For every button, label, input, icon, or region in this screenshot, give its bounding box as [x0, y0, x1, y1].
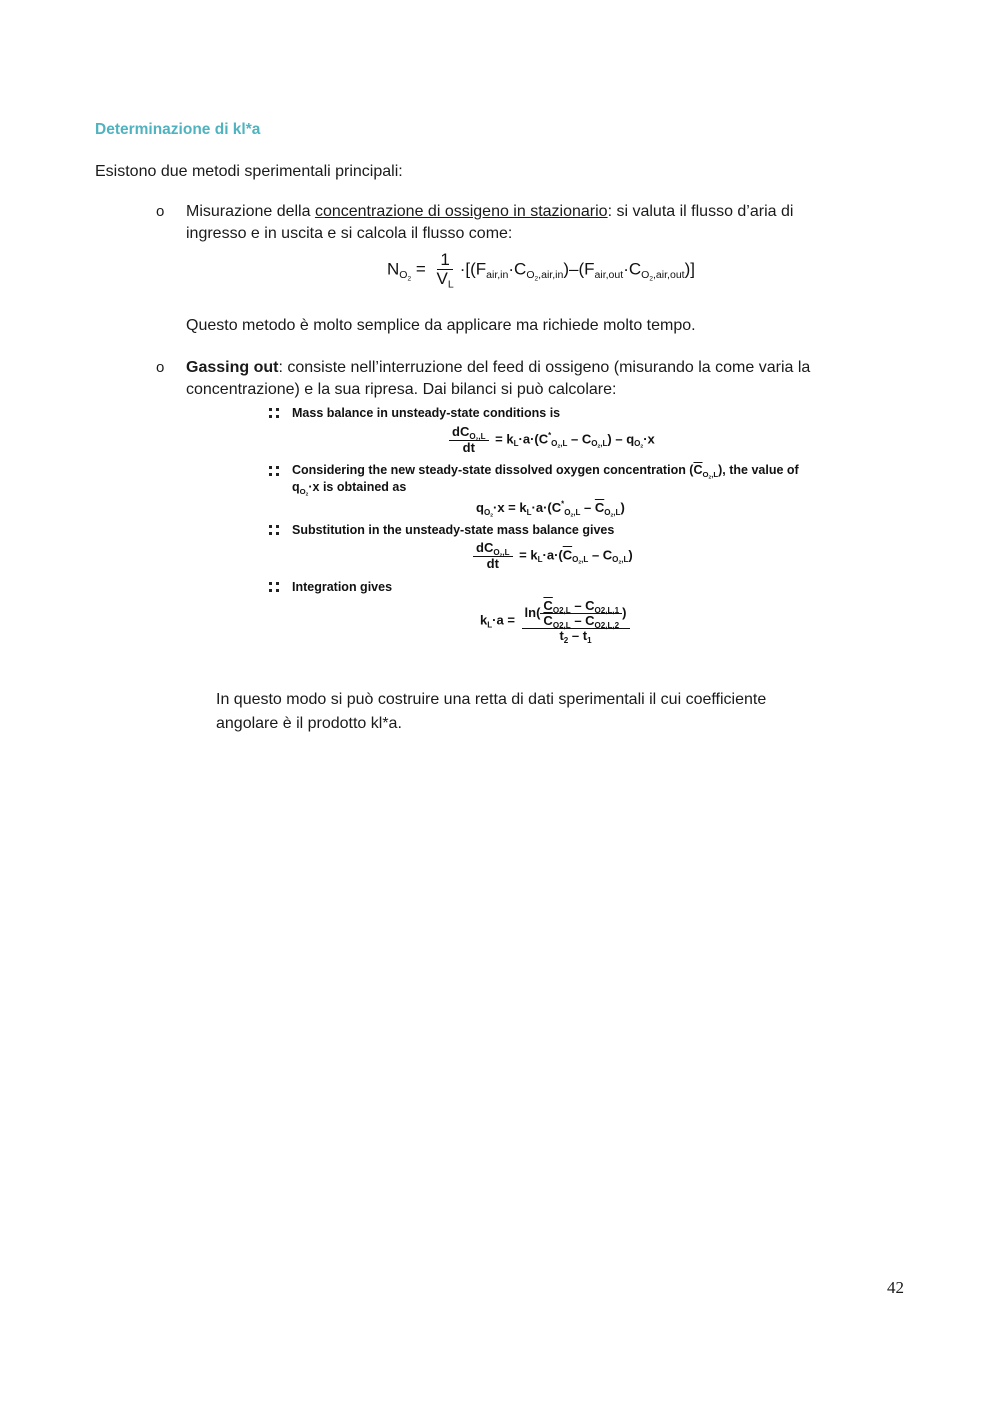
- figure-item-2: Considering the new steady-state dissolved oxygen concentration $(\overline{C}_{O_2,L})$, the value of: [292, 463, 799, 481]
- method2-line2: concentrazione) e la sua ripresa. Dai bilanci si può calcolare:: [186, 381, 617, 398]
- figure-bullet-icon: [269, 466, 279, 476]
- conclusion-line2: angolare è il prodotto kl*a.: [216, 715, 402, 732]
- page-number: 42: [887, 1278, 904, 1297]
- figure-item-1: Mass balance in unsteady-state conditions is: [292, 406, 561, 420]
- method1-pre: Misurazione della: [186, 203, 315, 220]
- method1-post: : si valuta il flusso d’aria di: [607, 203, 794, 220]
- method2-paragraph: [186, 357, 906, 401]
- figure-item-2-line2: $q_{O_2}\cdot x$ is obtained as: [292, 480, 407, 498]
- method2-line1: [186, 357, 906, 379]
- bullet-marker: o: [156, 203, 165, 220]
- figure-item-2-text: Considering the new steady-state dissolved oxygen concentration (: [292, 463, 694, 477]
- figure-bullet-icon: [269, 582, 279, 592]
- method2-bold-term: Gassing out: [186, 359, 279, 376]
- method1-note: Questo metodo è molto semplice da applicare ma richiede molto tempo.: [186, 317, 696, 334]
- method1-line1: [186, 201, 906, 223]
- conclusion-line1: In questo modo si può costruire una retta di dati sperimentali il cui coefficiente: [216, 691, 767, 708]
- conclusion-paragraph: [216, 689, 896, 735]
- section-heading: Determinazione di kl*a: [95, 121, 261, 138]
- bullet-marker: o: [156, 359, 165, 376]
- figure-bullet-icon: [269, 525, 279, 535]
- figure-bullet-icon: [269, 408, 279, 418]
- method1-paragraph: [186, 201, 906, 245]
- method1-line2: ingresso e in uscita e si calcola il flusso come:: [186, 225, 513, 242]
- method2-post: : consiste nell’interruzione del feed di ossigeno (misurando la come varia la: [278, 359, 811, 376]
- figure-item-4: Integration gives: [292, 580, 393, 594]
- oxygen-flux-equation: $N_{O_2}$ = $\frac{1}{V_L}$ $\cdot[(F_{air,in}\cdot C_{O_2,air,in})-(F_{air,out}\cdot C_{O_2,air,out})]$: [387, 250, 695, 291]
- figure-item-2-tail: ), the value of: [718, 463, 799, 477]
- figure-item-2-line2-text: x is obtained as: [312, 480, 407, 494]
- kla-integration-equation: $k_L\cdot a$ = ln( $\frac{\overline{C}_{O2,L} - C_{O2,L,1}}{\overline{C}_{O2,L} - C_{O2,L,2}}$ ) $t_2 - t_1$: [480, 599, 633, 643]
- substituted-balance-equation: $\frac{dC_{O_2,L}}{dt}$ = $k_L\cdot a\cdot(\overline{C}_{O_2,L} - C_{O_2,L})$: [470, 541, 633, 571]
- method1-underlined-term: concentrazione di ossigeno in stazionario: [314, 203, 608, 220]
- intro-paragraph: Esistono due metodi sperimentali principali:: [95, 163, 403, 180]
- unsteady-mass-balance-equation: $\frac{dC_{O_2,L}}{dt}$ = $k_L\cdot a\cdot(C^*_{O_2,L} - C_{O_2,L}) - q_{O_2}\cdot x$: [446, 425, 655, 455]
- steady-state-equation: $q_{O_2}\cdot x = k_L\cdot a\cdot(C^*_{O_2,L} - \overline{C}_{O_2,L})$: [476, 499, 625, 519]
- gassing-out-figure: [266, 404, 826, 660]
- figure-item-3: Substitution in the unsteady-state mass balance gives: [292, 523, 615, 537]
